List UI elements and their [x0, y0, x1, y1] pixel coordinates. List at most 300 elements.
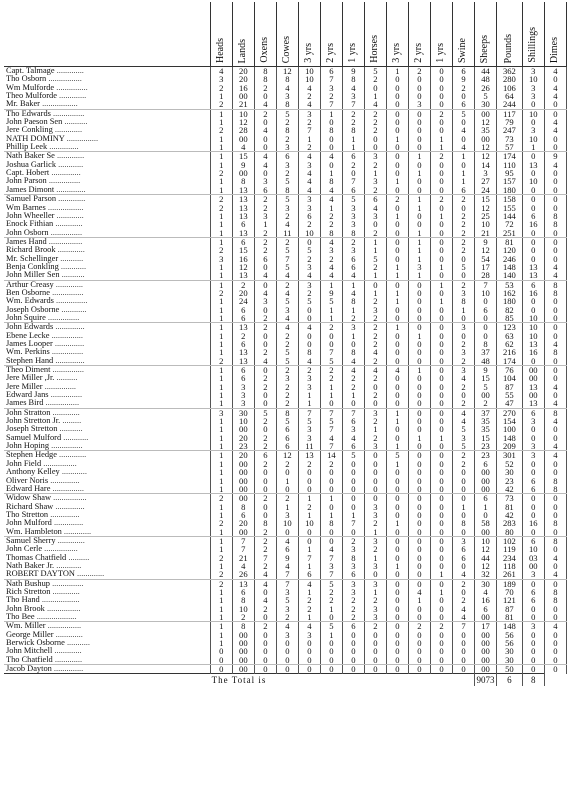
cell-value: 104: [497, 374, 523, 382]
table-row: [4, 84, 567, 92]
cell-value: 57: [497, 143, 523, 152]
cell-value: 0: [386, 204, 408, 212]
cell-value: 0: [298, 314, 320, 323]
cell-value: 0: [364, 570, 386, 579]
leader-dots: ..............: [48, 510, 80, 519]
cell-value: 1: [210, 639, 232, 647]
cell-value: 4: [342, 271, 364, 280]
cell-value: 0: [276, 468, 298, 476]
cell-value: 1: [408, 229, 430, 238]
cell-value: 0: [386, 536, 408, 545]
leader-dots: .............: [52, 126, 83, 135]
cell-value: 00: [522, 374, 544, 382]
resident-name: [4, 135, 210, 143]
cell-value: 2: [210, 204, 232, 212]
cell-value: 0: [522, 647, 544, 655]
cell-value: 0: [254, 588, 276, 596]
cell-value: 10: [522, 323, 544, 332]
cell-value: 0: [386, 332, 408, 340]
cell-value: 0: [254, 477, 276, 485]
cell-value: 4: [254, 570, 276, 579]
cell-value: 0: [544, 306, 566, 314]
cell-value: 2: [452, 246, 474, 254]
cell-value: 2: [210, 494, 232, 503]
table-row: [4, 596, 567, 604]
cell-value: 1: [386, 289, 408, 297]
cell-value: 0: [452, 118, 474, 126]
cell-value: 47: [497, 399, 523, 408]
column-header-label: Dimes: [549, 36, 561, 63]
cell-value: 0: [254, 613, 276, 622]
leader-dots: ...............: [50, 484, 84, 493]
table-row: [4, 220, 567, 228]
cell-value: 2: [342, 605, 364, 613]
column-header-label: Sheeps: [479, 34, 491, 63]
cell-value: 1: [298, 562, 320, 570]
cell-value: 6: [232, 306, 254, 314]
cell-value: 0: [522, 195, 544, 204]
cell-value: 3: [452, 348, 474, 356]
cell-value: 15: [474, 434, 496, 442]
cell-value: 5: [276, 297, 298, 305]
cell-value: 0: [544, 169, 566, 177]
table-row: [4, 631, 567, 639]
cell-value: 0: [364, 665, 386, 674]
cell-value: 0: [320, 613, 342, 622]
table-row: [4, 271, 567, 280]
cell-value: 1: [276, 477, 298, 485]
cell-value: 0: [452, 665, 474, 674]
resident-name: [4, 588, 210, 596]
leader-dots: .............: [53, 220, 83, 229]
cell-value: 2: [276, 391, 298, 399]
table-row: [4, 135, 567, 143]
cell-value: 3: [276, 374, 298, 382]
resident-name: [4, 212, 210, 220]
cell-value: 8: [342, 297, 364, 305]
leader-dots: ...........: [57, 425, 83, 434]
resident-name: [4, 204, 210, 212]
cell-value: 14: [474, 161, 496, 169]
cell-value: 1: [364, 271, 386, 280]
cell-value: 2: [364, 340, 386, 348]
cell-value: 00: [232, 494, 254, 503]
table-row: [4, 263, 567, 271]
cell-value: 0: [430, 186, 452, 195]
cell-value: 2: [320, 460, 342, 468]
column-header: [544, 2, 566, 67]
resident-name: [4, 383, 210, 391]
cell-value: 2: [276, 118, 298, 126]
cell-value: 1: [386, 212, 408, 220]
cell-value: 4: [276, 536, 298, 545]
leader-dots: .............: [50, 587, 80, 596]
cell-value: 144: [497, 212, 523, 220]
cell-value: 5: [342, 451, 364, 460]
cell-value: 0: [364, 631, 386, 639]
cell-value: 1: [452, 169, 474, 177]
cell-value: 0: [386, 570, 408, 579]
cell-value: 4: [298, 84, 320, 92]
resident-name: [4, 161, 210, 169]
leader-dots: .............: [53, 630, 83, 639]
cell-value: 0: [320, 665, 342, 674]
cell-value: 0: [452, 271, 474, 280]
column-header: [320, 2, 342, 67]
cell-value: 4: [544, 126, 566, 134]
cell-value: 3: [298, 631, 320, 639]
cell-value: 0: [544, 109, 566, 118]
resident-name-text: John Mitchell: [6, 647, 53, 656]
cell-value: 2: [342, 613, 364, 622]
cell-value: 0: [298, 536, 320, 545]
cell-value: 0: [452, 631, 474, 639]
cell-value: 1: [364, 169, 386, 177]
cell-value: 0: [342, 656, 364, 665]
cell-value: 0: [364, 485, 386, 494]
cell-value: 0: [452, 647, 474, 655]
cell-value: 73: [497, 494, 523, 503]
table-row: [4, 323, 567, 332]
cell-value: 00: [232, 665, 254, 674]
cell-value: 00: [474, 665, 496, 674]
cell-value: 21: [474, 229, 496, 238]
cell-value: 0: [386, 143, 408, 152]
column-header-label: Lands: [237, 38, 249, 63]
cell-value: 6: [232, 220, 254, 228]
cell-value: 6: [342, 152, 364, 161]
resident-name-text: Rich Stretton: [6, 587, 51, 596]
cell-value: 7: [320, 570, 342, 579]
column-header: [342, 2, 364, 67]
cell-value: 1: [430, 297, 452, 305]
cell-value: 23: [474, 451, 496, 460]
cell-value: 3: [522, 126, 544, 134]
cell-value: 0: [408, 545, 430, 553]
cell-value: 0: [430, 536, 452, 545]
cell-value: 1: [364, 92, 386, 100]
cell-value: 4: [254, 289, 276, 297]
cell-value: 1: [210, 477, 232, 485]
cell-value: 1: [210, 280, 232, 289]
cell-value: 7: [276, 255, 298, 263]
resident-name-text: John Parson: [6, 177, 47, 186]
cell-value: 0: [430, 451, 452, 460]
cell-value: 0: [254, 665, 276, 674]
cell-value: 1: [408, 596, 430, 604]
resident-name: [4, 100, 210, 109]
resident-name-text: John Edwards: [6, 322, 54, 332]
cell-value: 5: [386, 451, 408, 460]
leader-dots: ............: [61, 433, 89, 442]
cell-value: 1: [210, 340, 232, 348]
cell-value: 3: [320, 84, 342, 92]
table-row: [4, 297, 567, 305]
cell-value: 2: [254, 229, 276, 238]
cell-value: 0: [408, 186, 430, 195]
resident-name-text: Jere Miller ,Jr.: [6, 374, 55, 383]
cell-value: 2: [254, 545, 276, 553]
cell-value: 2: [474, 399, 496, 408]
cell-value: 5: [276, 177, 298, 185]
cell-value: 5: [320, 297, 342, 305]
table-row: [4, 195, 567, 204]
resident-name-text: Wm. Perkins: [6, 348, 50, 357]
cell-value: 2: [276, 613, 298, 622]
total-row: [4, 674, 567, 687]
cell-value: 0: [298, 477, 320, 485]
cell-value: 1: [386, 297, 408, 305]
cell-value: 0: [430, 485, 452, 494]
resident-name-text: Oliver Noris: [6, 476, 49, 485]
cell-value: 00: [232, 92, 254, 100]
cell-value: 82: [497, 306, 523, 314]
cell-value: 0: [386, 229, 408, 238]
cell-value: 52: [497, 460, 523, 468]
cell-value: 4: [320, 152, 342, 161]
cell-value: 00: [522, 562, 544, 570]
cell-value: 4: [544, 383, 566, 391]
column-header-label: 1 yrs: [435, 43, 447, 63]
leader-dots: .........: [60, 417, 82, 426]
cell-value: 0: [298, 656, 320, 665]
cell-value: 0: [544, 503, 566, 511]
leader-dots: ..............: [49, 169, 81, 178]
cell-value: 0: [430, 503, 452, 511]
cell-value: 4: [544, 84, 566, 92]
table-row: [4, 374, 567, 382]
cell-value: 2: [452, 579, 474, 588]
cell-value: 8: [544, 596, 566, 604]
cell-value: 0: [320, 340, 342, 348]
cell-value: 0: [276, 485, 298, 494]
cell-value: 0: [254, 332, 276, 340]
cell-value: 118: [497, 562, 523, 570]
cell-value: 1: [210, 143, 232, 152]
cell-value: 0: [364, 647, 386, 655]
cell-value: 3: [364, 562, 386, 570]
cell-value: 0: [254, 366, 276, 375]
cell-value: 3: [276, 92, 298, 100]
cell-value: 30: [474, 579, 496, 588]
cell-value: 247: [497, 126, 523, 134]
leader-dots: ...............: [49, 331, 83, 340]
cell-value: 0: [408, 161, 430, 169]
cell-value: 1: [210, 348, 232, 356]
resident-name: [4, 562, 210, 570]
cell-value: 0: [452, 511, 474, 519]
cell-value: 8: [544, 280, 566, 289]
cell-value: 1: [210, 460, 232, 468]
cell-value: 2: [210, 84, 232, 92]
cell-value: 4: [276, 314, 298, 323]
cell-value: 0: [452, 135, 474, 143]
cell-value: 0: [430, 255, 452, 263]
cell-value: 0: [430, 84, 452, 92]
cell-value: 0: [386, 503, 408, 511]
resident-name-text: Wm. Edwards: [6, 297, 54, 306]
cell-value: 4: [276, 323, 298, 332]
cell-value: 0: [408, 425, 430, 433]
cell-value: 3: [364, 511, 386, 519]
cell-value: 12: [276, 451, 298, 460]
cell-value: 0: [320, 399, 342, 408]
cell-value: 0: [522, 204, 544, 212]
cell-value: 0: [522, 511, 544, 519]
cell-value: 2: [298, 460, 320, 468]
cell-value: 7: [320, 100, 342, 109]
resident-name: [4, 366, 210, 375]
cell-value: 26: [474, 84, 496, 92]
cell-value: 12: [474, 562, 496, 570]
cell-value: 16: [522, 519, 544, 527]
cell-value: 1: [522, 143, 544, 152]
cell-value: 0: [544, 528, 566, 537]
cell-value: 0: [408, 613, 430, 622]
cell-value: 0: [474, 511, 496, 519]
cell-value: 0: [522, 100, 544, 109]
cell-value: 5: [276, 109, 298, 118]
cell-value: 9: [320, 289, 342, 297]
resident-name: [4, 442, 210, 451]
table-row: [4, 485, 567, 494]
cell-value: 2: [254, 460, 276, 468]
cell-value: 0: [430, 605, 452, 613]
cell-value: 0: [254, 118, 276, 126]
cell-value: 3: [342, 545, 364, 553]
cell-value: 20: [232, 289, 254, 297]
leader-dots: .............: [52, 647, 82, 656]
cell-value: 1: [320, 391, 342, 399]
cell-value: 0: [522, 434, 544, 442]
cell-value: 1: [210, 237, 232, 246]
cell-value: 4: [320, 545, 342, 553]
cell-value: 0: [544, 143, 566, 152]
cell-value: 0: [298, 468, 320, 476]
cell-value: 7: [320, 442, 342, 451]
cell-value: 00: [474, 485, 496, 494]
column-header-label: 2 yrs: [325, 43, 337, 63]
cell-value: 1: [210, 220, 232, 228]
table-row: [4, 161, 567, 169]
table-row: [4, 366, 567, 375]
cell-value: 2: [342, 596, 364, 604]
resident-name: [4, 485, 210, 494]
cell-value: 0: [544, 639, 566, 647]
cell-value: 3: [254, 297, 276, 305]
cell-value: 0: [430, 562, 452, 570]
cell-value: 8: [320, 177, 342, 185]
table-row: [4, 100, 567, 109]
cell-value: 8: [544, 212, 566, 220]
resident-name-text: Stephen Hand: [6, 356, 54, 365]
resident-name-text: Arthur Creasy: [6, 280, 54, 289]
cell-value: 0: [430, 306, 452, 314]
cell-value: 15: [232, 246, 254, 254]
table-row: [4, 280, 567, 289]
cell-value: 3: [408, 263, 430, 271]
cell-value: 0: [408, 511, 430, 519]
cell-value: 8: [276, 75, 298, 83]
cell-value: 2: [364, 374, 386, 382]
cell-value: 2: [364, 109, 386, 118]
cell-value: 5: [452, 425, 474, 433]
cell-value: 1: [320, 280, 342, 289]
cell-value: 1: [320, 494, 342, 503]
cell-value: 0: [452, 204, 474, 212]
cell-value: 4: [544, 570, 566, 579]
leader-dots: ...............: [49, 348, 84, 357]
cell-value: 0: [210, 665, 232, 674]
cell-value: 2: [452, 399, 474, 408]
table-row: [4, 554, 567, 562]
cell-value: 0: [254, 631, 276, 639]
cell-value: 0: [522, 468, 544, 476]
cell-value: 2: [298, 289, 320, 297]
cell-value: 0: [386, 357, 408, 366]
cell-value: 0: [386, 161, 408, 169]
cell-value: 246: [497, 255, 523, 263]
cell-value: 2: [364, 391, 386, 399]
cell-value: 00: [232, 135, 254, 143]
cell-value: 0: [254, 143, 276, 152]
cell-value: 0: [408, 451, 430, 460]
cell-value: 1: [430, 570, 452, 579]
cell-value: 0: [430, 271, 452, 280]
table-row: [4, 340, 567, 348]
cell-value: 4: [364, 204, 386, 212]
cell-value: 81: [497, 503, 523, 511]
cell-value: 0: [386, 220, 408, 228]
table-row: [4, 562, 567, 570]
cell-value: 0: [522, 579, 544, 588]
resident-name: [4, 494, 210, 503]
cell-value: 123: [497, 323, 523, 332]
cell-value: 00: [232, 656, 254, 665]
cell-value: 0: [408, 468, 430, 476]
resident-name: [4, 348, 210, 356]
cell-value: 44: [474, 554, 496, 562]
cell-value: 0: [254, 656, 276, 665]
cell-value: 1: [386, 417, 408, 425]
cell-value: 1: [408, 152, 430, 161]
cell-value: 1: [386, 442, 408, 451]
cell-value: 0: [474, 314, 496, 323]
cell-value: 3: [342, 588, 364, 596]
resident-name: [4, 511, 210, 519]
cell-value: 2: [320, 212, 342, 220]
cell-value: 0: [386, 596, 408, 604]
cell-value: 1: [298, 135, 320, 143]
resident-name-text: John Wheeller: [6, 211, 55, 220]
column-header: [364, 2, 386, 67]
cell-value: 6: [522, 596, 544, 604]
cell-value: 0: [430, 340, 452, 348]
cell-value: 0: [408, 399, 430, 408]
cell-value: 283: [497, 519, 523, 527]
cell-value: 3: [364, 442, 386, 451]
cell-value: 1: [210, 631, 232, 639]
cell-value: 6: [254, 451, 276, 460]
resident-name: [4, 622, 210, 631]
cell-value: 0: [430, 92, 452, 100]
cell-value: 6: [276, 545, 298, 553]
cell-value: 0: [452, 468, 474, 476]
cell-value: 3: [232, 399, 254, 408]
cell-value: 7: [342, 408, 364, 417]
table-row: [4, 545, 567, 553]
cell-value: 2: [210, 579, 232, 588]
